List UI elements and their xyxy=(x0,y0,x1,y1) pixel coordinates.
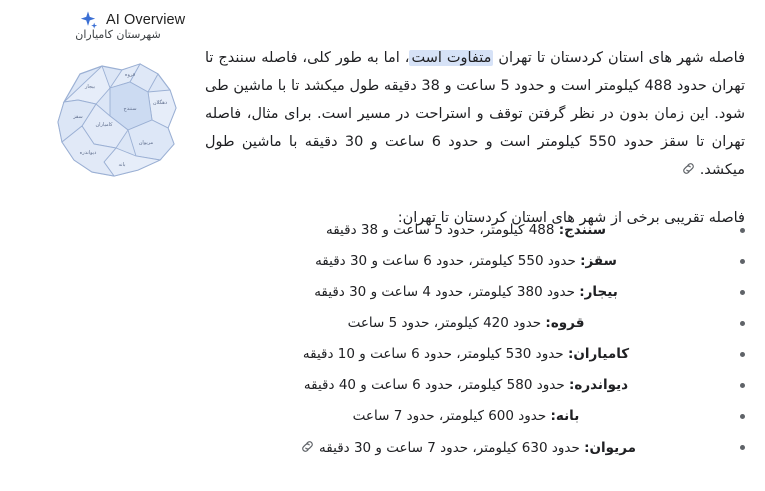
svg-text:دیواندره: دیواندره xyxy=(79,150,97,156)
highlighted-phrase: متفاوت است xyxy=(411,50,492,66)
list-item xyxy=(205,284,745,301)
svg-text:سنندج: سنندج xyxy=(123,106,137,112)
ai-overview-title: AI Overview xyxy=(106,12,186,28)
list-item xyxy=(205,439,745,457)
paragraph-text xyxy=(205,44,745,184)
paragraph-part-1: فاصله شهر های استان کردستان تا تهران xyxy=(493,50,745,66)
ai-overview-paragraph xyxy=(205,44,745,184)
city-name: بانه: xyxy=(550,408,580,424)
list-item xyxy=(205,222,745,239)
city-detail: حدود 380 کیلومتر، حدود 4 ساعت و 30 دقیقه xyxy=(314,284,580,300)
svg-text:سقز: سقز xyxy=(73,114,83,120)
city-name: سنندج: xyxy=(558,222,607,238)
city-name: کامیاران: xyxy=(567,346,630,362)
bullet-icon xyxy=(740,321,745,326)
map-caption: شهرستان کامیاران xyxy=(75,28,161,41)
city-detail: حدود 580 کیلومتر، حدود 6 ساعت و 40 دقیقه xyxy=(303,377,569,393)
city-name: مریوان: xyxy=(584,440,636,456)
city-name: قروه: xyxy=(545,315,585,331)
svg-text:کامیاران: کامیاران xyxy=(95,122,113,128)
city-detail: حدود 550 کیلومتر، حدود 6 ساعت و 30 دقیقه xyxy=(315,253,581,269)
map-illustration xyxy=(18,28,218,198)
source-link-icon[interactable] xyxy=(681,158,696,173)
kurdistan-province-map-icon xyxy=(18,44,218,194)
list-item xyxy=(205,377,745,394)
list-item xyxy=(205,253,745,270)
paragraph-part-2: ، اما به طور کلی، فاصله سنندج تا تهران حدود 488 کیلومتر است و حدود 5 ساعت و 38 دقیقه طول میکشد تا با ماشین طی شود. این زمان بدون در نظر گرفتن توقف و استراحت در مسیر است. برای مثال، فاصله تهران تا سقز حدود 550 کیلومتر است و حدود 6 ساعت و 30 دقیقه با ماشین طول میکشد. xyxy=(205,50,745,178)
city-detail: حدود 630 کیلومتر، حدود 7 ساعت و 30 دقیقه xyxy=(319,440,585,456)
svg-text:بانه: بانه xyxy=(118,162,126,168)
city-detail: حدود 600 کیلومتر، حدود 7 ساعت xyxy=(352,408,551,424)
list-item xyxy=(205,346,745,363)
svg-text:دهگلان: دهگلان xyxy=(152,100,168,106)
cities-subheading: فاصله تقریبی برخی از شهر های استان کردستان تا تهران: xyxy=(397,210,745,226)
bullet-icon xyxy=(740,290,745,295)
bullet-icon xyxy=(740,414,745,419)
city-detail: حدود 420 کیلومتر، حدود 5 ساعت xyxy=(347,315,546,331)
bullet-icon xyxy=(740,228,745,233)
svg-text:بیجار: بیجار xyxy=(84,84,96,90)
bullet-icon xyxy=(740,259,745,264)
cities-list xyxy=(205,222,745,457)
city-detail: حدود 530 کیلومتر، حدود 6 ساعت و 10 دقیقه xyxy=(302,346,568,362)
list-item xyxy=(205,408,745,425)
bullet-icon xyxy=(740,383,745,388)
list-item xyxy=(205,315,745,332)
bullet-icon xyxy=(740,445,745,450)
ai-overview-header xyxy=(78,10,185,30)
city-name: دیواندره: xyxy=(568,377,629,393)
city-name: سقز: xyxy=(580,253,617,269)
svg-text:مریوان: مریوان xyxy=(138,140,154,146)
cities-list-block xyxy=(205,222,745,471)
city-detail: 488 کیلومتر، حدود 5 ساعت و 38 دقیقه xyxy=(325,222,559,238)
source-link-icon[interactable] xyxy=(300,439,315,454)
city-name: بیجار: xyxy=(579,284,618,300)
ai-sparkle-icon xyxy=(78,10,98,30)
bullet-icon xyxy=(740,352,745,357)
svg-text:قروه: قروه xyxy=(124,72,136,78)
